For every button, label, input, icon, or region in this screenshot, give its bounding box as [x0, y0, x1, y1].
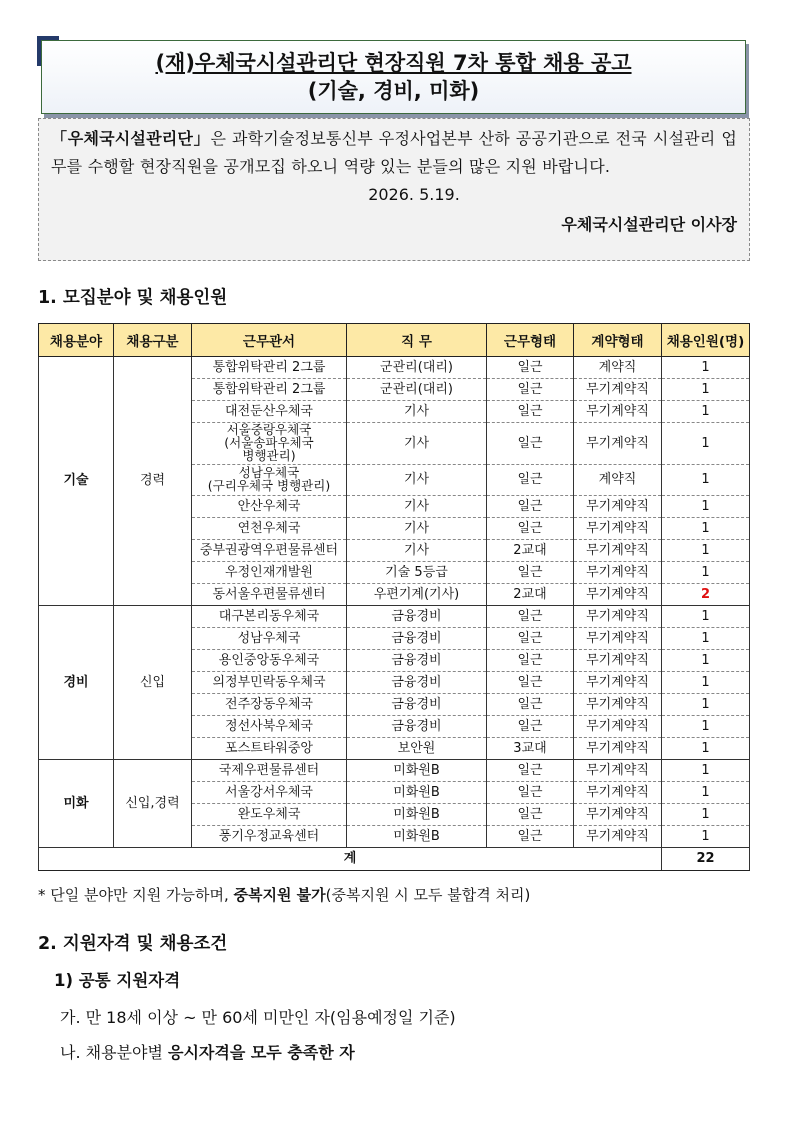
- cell-duty: 기사: [347, 423, 487, 465]
- cell-duty: 군관리(대리): [347, 357, 487, 379]
- cell-contract: 무기계약직: [574, 496, 662, 518]
- cell-office: 용인중앙동우체국: [192, 650, 347, 672]
- cell-duty: 기사: [347, 465, 487, 496]
- cell-office: 통합위탁관리 2그룹: [192, 357, 347, 379]
- cell-count: 1: [662, 760, 750, 782]
- cell-count: 1: [662, 716, 750, 738]
- table-row: [39, 606, 750, 628]
- section2-subheading: 1) 공통 지원자격: [54, 971, 181, 990]
- cell-shift: 일근: [487, 518, 574, 540]
- col-header-contract: 계약형태: [574, 324, 662, 357]
- cell-duty: 기사: [347, 401, 487, 423]
- table-row: [39, 760, 750, 782]
- cell-shift: 일근: [487, 379, 574, 401]
- cell-duty: 금융경비: [347, 606, 487, 628]
- cell-contract: 무기계약직: [574, 628, 662, 650]
- cell-office: 통합위탁관리 2그룹: [192, 379, 347, 401]
- cell-contract: 계약직: [574, 357, 662, 379]
- table-body: [39, 357, 750, 871]
- cell-count: 1: [662, 804, 750, 826]
- cell-shift: 일근: [487, 628, 574, 650]
- cell-duty: 미화원B: [347, 760, 487, 782]
- cell-office: 성남우체국: [192, 628, 347, 650]
- cell-duty: 금융경비: [347, 672, 487, 694]
- cell-contract: 무기계약직: [574, 650, 662, 672]
- cell-count: 1: [662, 606, 750, 628]
- cell-shift: 2교대: [487, 540, 574, 562]
- cell-count: 1: [662, 518, 750, 540]
- table-total-row: [39, 848, 750, 871]
- cell-contract: 무기계약직: [574, 672, 662, 694]
- col-header-field: 채용분야: [39, 324, 114, 357]
- cell-office: 전주장동우체국: [192, 694, 347, 716]
- requirement-item-2-prefix: 나. 채용분야별: [60, 1043, 168, 1062]
- col-header-duty: 직 무: [347, 324, 487, 357]
- cell-shift: 일근: [487, 357, 574, 379]
- page-subtitle: (기술, 경비, 미화): [307, 79, 480, 103]
- cell-office: 풍기우정교육센터: [192, 826, 347, 848]
- cell-count: 1: [662, 496, 750, 518]
- signature: 우체국시설관리단 이사장: [561, 215, 737, 234]
- cell-office: 대전둔산우체국: [192, 401, 347, 423]
- cell-duty: 기사: [347, 540, 487, 562]
- cell-office: 포스트타워중앙: [192, 738, 347, 760]
- cell-office: 서울중랑우체국 (서울송파우체국 병행관리): [192, 423, 347, 465]
- cell-count: 1: [662, 401, 750, 423]
- cell-shift: 일근: [487, 496, 574, 518]
- cell-office: 연천우체국: [192, 518, 347, 540]
- cell-count: 1: [662, 379, 750, 401]
- note-prefix: * 단일 분야만 지원 가능하며,: [38, 886, 234, 904]
- cell-shift: 일근: [487, 804, 574, 826]
- cell-office: 서울강서우체국: [192, 782, 347, 804]
- cell-type: 신입,경력: [114, 760, 192, 848]
- cell-count: 1: [662, 738, 750, 760]
- cell-count: 1: [662, 540, 750, 562]
- cell-contract: 무기계약직: [574, 694, 662, 716]
- cell-office: 우정인재개발원: [192, 562, 347, 584]
- cell-duty: 금융경비: [347, 628, 487, 650]
- cell-type: 신입: [114, 606, 192, 760]
- cell-shift: 일근: [487, 782, 574, 804]
- cell-contract: 계약직: [574, 465, 662, 496]
- total-value: 22: [662, 848, 750, 871]
- recruitment-table: [38, 323, 750, 871]
- cell-type: 경력: [114, 357, 192, 606]
- cell-office: 완도우체국: [192, 804, 347, 826]
- cell-shift: 2교대: [487, 584, 574, 606]
- cell-duty: 미화원B: [347, 826, 487, 848]
- cell-office: 국제우편물류센터: [192, 760, 347, 782]
- note-bold: 중복지원 불가: [233, 886, 326, 904]
- cell-office: 대구본리동우체국: [192, 606, 347, 628]
- cell-count: 1: [662, 423, 750, 465]
- cell-shift: 일근: [487, 606, 574, 628]
- cell-shift: 일근: [487, 694, 574, 716]
- cell-contract: 무기계약직: [574, 562, 662, 584]
- cell-office: 동서울우편물류센터: [192, 584, 347, 606]
- announcement-date: 2026. 5.19.: [368, 185, 460, 204]
- col-header-type: 채용구분: [114, 324, 192, 357]
- cell-count: 1: [662, 694, 750, 716]
- cell-count: 1: [662, 826, 750, 848]
- cell-duty: 보안원: [347, 738, 487, 760]
- cell-office: 정선사북우체국: [192, 716, 347, 738]
- requirement-item-2-bold: 응시자격을 모두 충족한 자: [168, 1043, 355, 1062]
- cell-duty: 금융경비: [347, 694, 487, 716]
- title-banner: [41, 40, 746, 114]
- cell-shift: 일근: [487, 650, 574, 672]
- cell-field: 기술: [39, 357, 114, 606]
- col-header-shift: 근무형태: [487, 324, 574, 357]
- cell-shift: 일근: [487, 716, 574, 738]
- cell-count: 1: [662, 562, 750, 584]
- cell-count: 1: [662, 672, 750, 694]
- cell-shift: 일근: [487, 401, 574, 423]
- table-row: [39, 357, 750, 379]
- cell-count: 1: [662, 357, 750, 379]
- cell-contract: 무기계약직: [574, 606, 662, 628]
- col-header-office: 근무관서: [192, 324, 347, 357]
- cell-contract: 무기계약직: [574, 738, 662, 760]
- cell-duty: 군관리(대리): [347, 379, 487, 401]
- intro-box: [38, 118, 750, 261]
- intro-body: 은 과학기술정보통신부 우정사업본부 산하 공공기관으로 전국 시설관리 업무를 수행할 현장직원을 공개모집 하오니 역량 있는 분들의 많은 지원 바랍니다.: [51, 129, 737, 176]
- cell-duty: 미화원B: [347, 782, 487, 804]
- cell-shift: 일근: [487, 672, 574, 694]
- cell-duty: 기사: [347, 518, 487, 540]
- cell-duty: 금융경비: [347, 716, 487, 738]
- cell-shift: 일근: [487, 826, 574, 848]
- cell-shift: 일근: [487, 760, 574, 782]
- cell-office: 성남우체국 (구리우체국 병행관리): [192, 465, 347, 496]
- cell-contract: 무기계약직: [574, 379, 662, 401]
- cell-contract: 무기계약직: [574, 540, 662, 562]
- cell-contract: 무기계약직: [574, 518, 662, 540]
- cell-count: 2: [662, 584, 750, 606]
- requirement-item-1: 가. 만 18세 이상 ~ 만 60세 미만인 자(임용예정일 기준): [60, 1008, 456, 1027]
- cell-contract: 무기계약직: [574, 716, 662, 738]
- cell-contract: 무기계약직: [574, 804, 662, 826]
- cell-duty: 미화원B: [347, 804, 487, 826]
- cell-contract: 무기계약직: [574, 760, 662, 782]
- col-header-count: 채용인원(명): [662, 324, 750, 357]
- intro-org-name: 「우체국시설관리단」: [51, 129, 211, 148]
- cell-contract: 무기계약직: [574, 423, 662, 465]
- cell-office: 안산우체국: [192, 496, 347, 518]
- requirement-item-2: [60, 1040, 355, 1063]
- section2-heading: 2. 지원자격 및 채용조건: [38, 934, 228, 954]
- cell-duty: 금융경비: [347, 650, 487, 672]
- table-header-row: [39, 324, 750, 357]
- cell-office: 중부권광역우편물류센터: [192, 540, 347, 562]
- cell-shift: 3교대: [487, 738, 574, 760]
- section1-heading: 1. 모집분야 및 채용인원: [38, 288, 228, 308]
- page-title: (재)우체국시설관리단 현장직원 7차 통합 채용 공고: [155, 51, 632, 75]
- cell-shift: 일근: [487, 562, 574, 584]
- cell-count: 1: [662, 650, 750, 672]
- note-suffix: (중복지원 시 모두 불합격 처리): [325, 886, 531, 904]
- cell-count: 1: [662, 628, 750, 650]
- total-label: 계: [39, 848, 662, 871]
- cell-contract: 무기계약직: [574, 782, 662, 804]
- cell-duty: 기사: [347, 496, 487, 518]
- cell-duty: 우편기계(기사): [347, 584, 487, 606]
- cell-shift: 일근: [487, 465, 574, 496]
- cell-office: 의정부민락동우체국: [192, 672, 347, 694]
- table-note: [38, 884, 530, 905]
- cell-contract: 무기계약직: [574, 584, 662, 606]
- cell-count: 1: [662, 782, 750, 804]
- cell-field: 미화: [39, 760, 114, 848]
- cell-contract: 무기계약직: [574, 401, 662, 423]
- cell-contract: 무기계약직: [574, 826, 662, 848]
- cell-duty: 기술 5등급: [347, 562, 487, 584]
- cell-field: 경비: [39, 606, 114, 760]
- cell-shift: 일근: [487, 423, 574, 465]
- intro-paragraph: [51, 125, 737, 181]
- cell-count: 1: [662, 465, 750, 496]
